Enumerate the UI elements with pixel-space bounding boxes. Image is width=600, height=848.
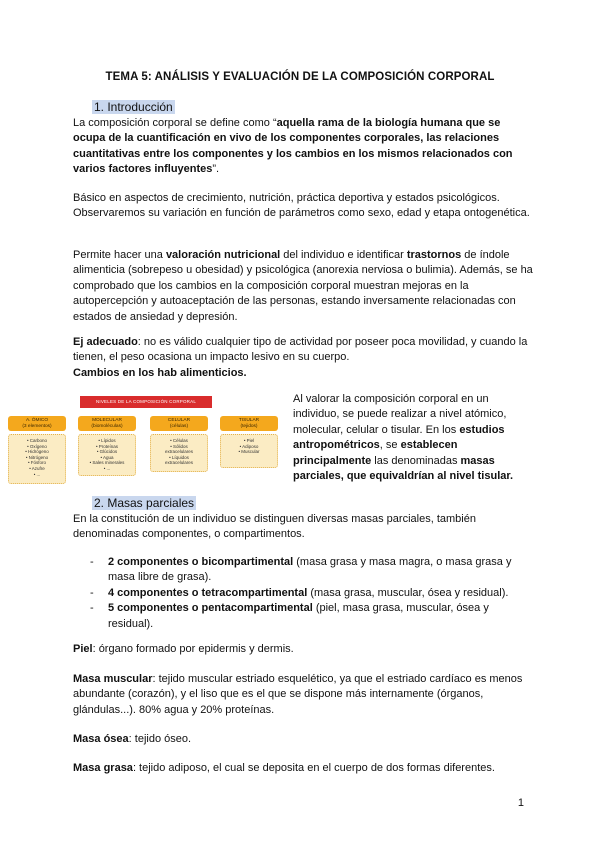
column-item: • Sólidos [170, 443, 188, 449]
column-item: • Células [170, 438, 188, 443]
page-number: 1 [517, 797, 524, 809]
list-item [88, 586, 528, 601]
term-label: Masa ósea [73, 733, 129, 745]
diagram-column-cellular [150, 416, 208, 472]
list-item-bold: 4 componentes o tetracompartimental [108, 586, 308, 599]
column-body [150, 434, 208, 472]
diagram-column-atomic [8, 416, 66, 484]
column-body [78, 434, 136, 476]
column-item: • Muscular [238, 449, 260, 455]
column-item: • Adiposo [239, 443, 259, 449]
text-run-bold: trastornos [406, 249, 462, 261]
fat-mass-paragraph [73, 761, 533, 776]
column-item: • Agua [100, 454, 114, 460]
column-header [78, 416, 136, 431]
column-header [8, 416, 66, 431]
column-item: • Azufre [29, 465, 45, 471]
term-definition: : tejido adiposo, el cual se deposita en el cuerpo de dos formas diferentes. [132, 762, 495, 774]
column-item: • Sales minerales [89, 460, 125, 466]
document-title: TEMA 5: ANÁLISIS Y EVALUACIÓN DE LA COMPOSICIÓN CORPORAL [105, 71, 495, 83]
text-run-bold: Cambios en los hab alimenticios. [73, 366, 247, 379]
text-run: de índole alimenticia (sobrepeso u obesidad) y psicológica (anorexia nerviosa o bulimia). Además, se ha comprobado que los cambios en la composición corporal muestran mejoras en la autopercepción y autoaceptación de las personas, estando inversamente relacionadas con estados de ansiedad y depresión. [73, 249, 533, 323]
column-header-subtitle: (células) [169, 423, 189, 429]
text-run-bold: Ej adecuado [73, 336, 138, 348]
column-item: • Carbono [26, 438, 48, 443]
term-label: Masa grasa [73, 762, 133, 774]
masses-intro-paragraph: En la constitución de un individuo se distinguen diversas masas parciales, también denominadas componentes, o compartimentos. [73, 513, 476, 541]
muscle-mass-paragraph [73, 672, 533, 718]
column-header-subtitle: (biomoléculas) [91, 423, 123, 429]
list-item-text: (masa grasa, muscular, ósea y residual). [307, 586, 509, 599]
text-run: Permite hacer una [73, 249, 166, 261]
term-label: Masa muscular [73, 673, 153, 685]
definition-prefix: La composición corporal se define como “ [73, 117, 277, 129]
diagram-column-molecular [78, 416, 136, 476]
text-run: : no es válido cualquier tipo de actividad por poseer poca movilidad, y cuando la tienen, el peso ocasiona un impacto lesivo en su cuerpo. [73, 336, 528, 364]
column-body [220, 434, 278, 468]
nutrition-paragraph [73, 248, 533, 325]
column-item: • ... [103, 465, 111, 471]
list-item-bold: 2 componentes o bicompartimental [108, 556, 294, 568]
term-label: Piel [73, 643, 93, 655]
section-heading-text: 1. Introducción [94, 100, 173, 114]
diagram-caption-paragraph [293, 392, 523, 484]
text-run: Al valorar la composición corporal en un individuo, se puede realizar a nivel atómico, molecular, celular o tisular. En los [293, 393, 507, 436]
term-definition: : tejido muscular estriado esquelético, ya que el estriado cardíaco es menos abundante (corazón), y el liso que es el que se dispone más internamente (órganos, glándulas...). 80% agua y 20% proteínas. [73, 673, 523, 716]
column-item: • Piel [243, 438, 255, 443]
definition-suffix: ”. [212, 163, 220, 176]
term-definition: : órgano formado por epidermis y dermis. [92, 643, 294, 655]
section-heading-text: 2. Masas parciales [94, 496, 195, 510]
list-item [88, 601, 528, 632]
list-item-text: (piel, masa grasa, muscular, ósea y residual). [108, 602, 489, 630]
text-run-bold: valoración nutricional [165, 249, 281, 261]
text-run: las denominadas [371, 454, 461, 467]
column-item: extracelulares [164, 449, 193, 455]
column-header [220, 416, 278, 431]
section-heading-masas-parciales [92, 496, 196, 510]
diagram-column-tissue [220, 416, 278, 468]
column-header-title: A. ÓMICO [25, 418, 49, 423]
column-item: • Hidrógeno [25, 449, 49, 455]
text-run-bold: establecen principalmente [293, 439, 458, 467]
list-item [88, 555, 528, 586]
column-item: • Glúcidos [96, 449, 118, 455]
list-item-text: (masa grasa y masa magra, o masa grasa y masa libre de grasa). [108, 556, 512, 584]
column-item: extracelulares [164, 460, 193, 466]
column-item: • Nitrógeno [25, 454, 49, 460]
column-item: • ... [33, 471, 41, 477]
composition-levels-diagram [6, 396, 278, 488]
bone-mass-paragraph [73, 732, 533, 747]
column-header-subtitle: (3 elementos) [22, 423, 52, 429]
section-heading-introduccion [92, 100, 175, 114]
compartment-list [88, 555, 528, 632]
column-item: • Lípidos [98, 438, 116, 443]
text-run: , se [379, 439, 401, 452]
column-item: • Fósforo [27, 460, 47, 466]
column-item: • Proteínas [95, 443, 119, 449]
column-header-title: CELULAR [167, 418, 191, 423]
text-run-bold: masas parciales, que equivaldrían al nivel tisular. [293, 454, 514, 483]
basics-paragraph: Básico en aspectos de crecimiento, nutrición, práctica deportiva y estados psicológicos. Observaremos su variación en función de parámetros como sexo, edad y etapa ontogenética. [73, 192, 530, 220]
column-header-subtitle: (tejidos) [240, 423, 258, 429]
column-item: • Oxígeno [27, 443, 47, 449]
column-body [8, 434, 66, 484]
text-run: del individuo e identificar [280, 249, 407, 261]
diagram-title: NIVELES DE LA COMPOSICIÓN CORPORAL [80, 396, 212, 408]
definition-paragraph [73, 116, 533, 178]
column-item: • Líquidos [169, 454, 189, 460]
example-paragraph [73, 335, 533, 381]
skin-paragraph [73, 642, 533, 657]
column-header-title: MOLECULAR [92, 418, 122, 423]
column-header [150, 416, 208, 431]
term-definition: : tejido óseo. [128, 733, 192, 745]
definition-bold: aquella rama de la biología humana que se ocupa de la cuantificación en vivo de los componentes corporales, las relaciones cuantitativas entre los componentes y los cambios en los mismos relacionados con varios factores influyentes [73, 117, 513, 176]
column-header-title: TISULAR [238, 418, 260, 423]
list-item-bold: 5 componentes o pentacompartimental [108, 602, 313, 615]
text-run-bold: estudios antropométricos [293, 423, 505, 452]
